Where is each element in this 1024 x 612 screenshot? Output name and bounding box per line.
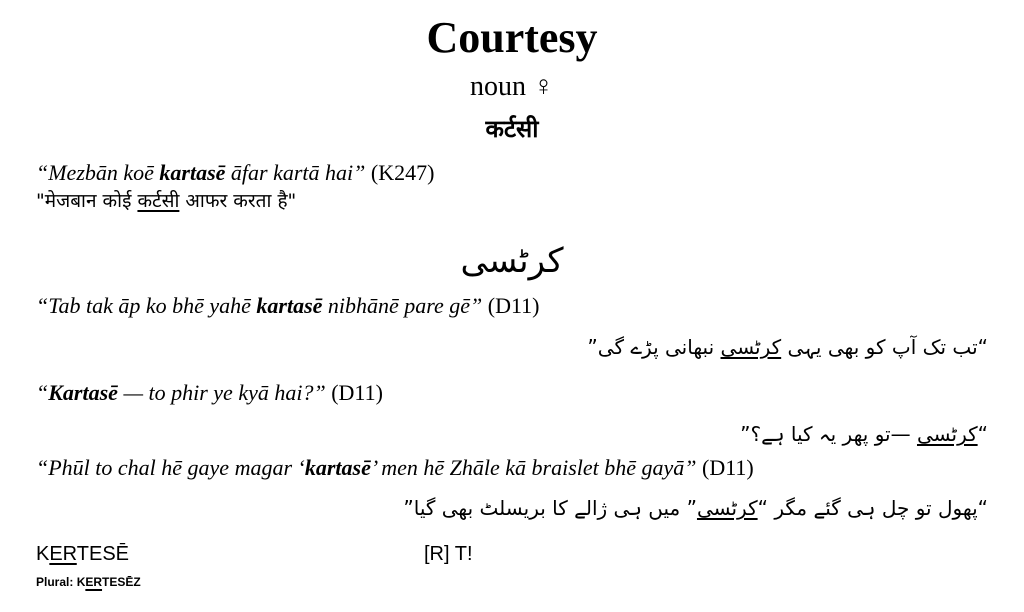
keyword-underlined: کرٹسی <box>916 422 978 446</box>
example-1-transliteration: “Mezbān koē kartasē āfar kartā hai” (K247) <box>36 160 435 185</box>
example-2-transliteration: “Tab tak āp ko bhē yahē kartasē nibhānē pare gē” (D11) <box>36 293 540 318</box>
citation: (K247) <box>365 160 435 185</box>
keyword-underlined: कर्टसी <box>137 190 180 212</box>
keyword-underlined: کرٹسی <box>696 496 758 520</box>
hindi-headword: कर्टसी <box>485 115 539 143</box>
part-of-speech: noun ♀ <box>470 71 554 102</box>
keyword: kartasē <box>159 160 226 185</box>
example-4-transliteration: “Phūl to chal hē gaye magar ‘kartasē’ men hē Zhāle kā braislet bhē gayā” (D11) <box>36 455 754 480</box>
plural-form: Plural: KERTESĒZ <box>36 575 141 589</box>
citation: (D11) <box>696 455 754 480</box>
stressed-syllable: ER <box>85 575 103 589</box>
stressed-syllable: ER <box>49 543 77 565</box>
keyword: Kartasē <box>48 380 118 405</box>
pronunciation: KERTESĒ <box>36 543 130 565</box>
headword: Courtesy <box>426 13 598 62</box>
example-4-urdu: “پھول تو چل ہی گئے مگر “کرٹسی” میں ہی ژالے کا بریسلٹ بھی گیا” <box>403 496 988 520</box>
keyword: kartasē <box>304 455 371 480</box>
example-2-urdu: “تب تک آپ کو بھی یہی کرٹسی نبھانی پڑے گی” <box>587 335 988 359</box>
urdu-headword: کرٹسی <box>460 241 564 281</box>
example-3-urdu: “کرٹسی —تو پھر یہ کیا ہے؟” <box>740 422 988 446</box>
citation: (D11) <box>325 380 383 405</box>
region-tag: [R] T! <box>424 543 473 565</box>
citation: (D11) <box>482 293 540 318</box>
example-1-hindi: "मेजबान कोई कर्टसी आफर करता है" <box>36 190 297 212</box>
keyword-underlined: کرٹسی <box>720 335 782 359</box>
example-3-transliteration: “Kartasē — to phir ye kyā hai?” (D11) <box>36 380 383 405</box>
keyword: kartasē <box>256 293 323 318</box>
